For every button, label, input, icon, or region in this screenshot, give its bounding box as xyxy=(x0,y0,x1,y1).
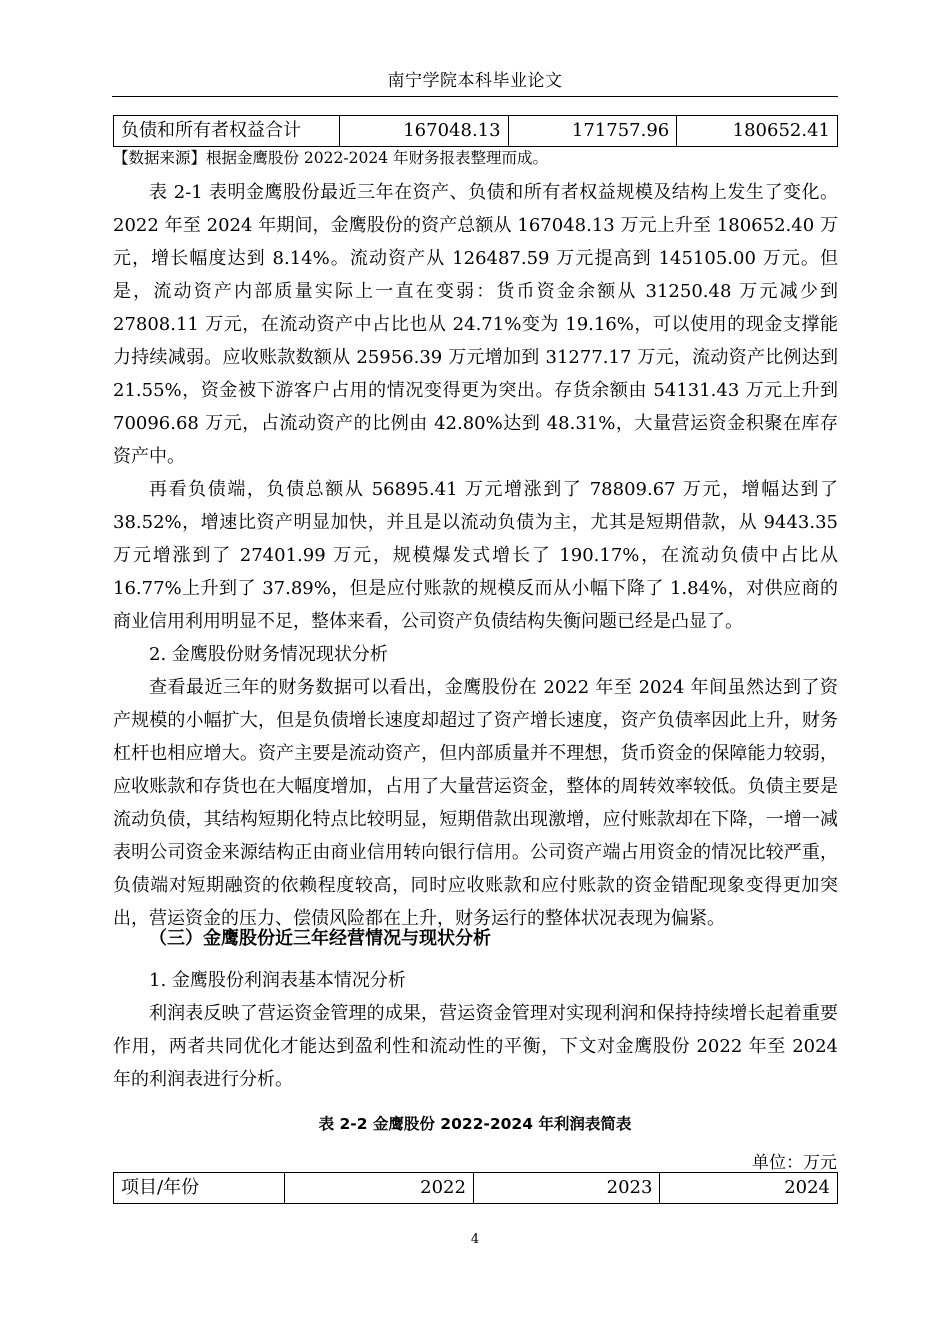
page-number: 4 xyxy=(470,1232,480,1247)
table-caption: 表 2-2 金鹰股份 2022-2024 年利润表简表 xyxy=(318,1115,632,1133)
value-2023: 171757.96 xyxy=(508,116,677,147)
paragraph: 查看最近三年的财务数据可以看出，金鹰股份在 2022 年至 2024 年间虽然达到了资产规模的小幅扩大，但是负债增长速度却超过了资产增长速度，资产负债率因此上升，财务杠杆也相应增大。资产主要是流动资产，但内部质量并不理想，货币资金的保障能力较弱，应收账款和存货也在大幅度增加，占用了大量营运资金，整体的周转效率较低。负债主要是流动负债，其结构短期化特点比较明显，短期借款出现激增，应付账款却在下降，一增一减表明公司资金来源结构正由商业信用转向银行信用。公司资产端占用资金的情况比较严重，负债端对短期融资的依赖程度较高，同时应收账款和应付账款的资金错配现象变得更加突出，营运资金的压力、偿债风险都在上升，财务运行的整体状况表现为偏紧。 xyxy=(113,677,838,929)
paragraph: 利润表反映了营运资金管理的成果，营运资金管理对实现利润和保持持续增长起着重要作用，两者共同优化才能达到盈利性和流动性的平衡，下文对金鹰股份 2022 年至 2024 年的利润表进行分析。 xyxy=(113,1003,838,1090)
section-heading: （三）金鹰股份近三年经营情况与现状分析 xyxy=(149,928,491,949)
table-row xyxy=(114,116,838,147)
value-2022: 167048.13 xyxy=(339,116,508,147)
table-unit: 单位：万元 xyxy=(752,1153,837,1173)
balance-sheet-table-tail xyxy=(113,115,838,147)
header-year-2024: 2024 xyxy=(660,1173,838,1204)
row-label: 负债和所有者权益合计 xyxy=(114,116,340,147)
data-source-note: 【数据来源】根据金鹰股份 2022-2024 年财务报表整理而成。 xyxy=(113,149,548,167)
subheading: 2. 金鹰股份财务情况现状分析 xyxy=(149,644,388,665)
paragraph: 表 2-1 表明金鹰股份最近三年在资产、负债和所有者权益规模及结构上发生了变化。2022 年至 2024 年期间，金鹰股份的资产总额从 167048.13 万元上升至 180652.40 万元，增长幅度达到 8.14%。流动资产从 126487.59 万元提高到 145105.00 万元。但是，流动资产内部质量实际上一直在变弱：货币资金余额从 31250.48 万元减少到 27808.11 万元，在流动资产中占比也从 24.71%变为 19.16%，可以使用的现金支撑能力持续减弱。应收账款数额从 25956.39 万元增加到 31277.17 万元，流动资产比例达到 21.55%，资金被下游客户占用的情况变得更为突出。存货余额由 54131.43 万元上升到 70096.68 万元，占流动资产的比例由 42.80%达到 48.31%，大量营运资金积聚在库存资产中。 xyxy=(113,182,838,467)
header-rule xyxy=(112,96,838,97)
paragraph: 再看负债端，负债总额从 56895.41 万元增涨到了 78809.67 万元，增幅达到了 38.52%，增速比资产明显加快，并且是以流动负债为主，尤其是短期借款，从 9443.35 万元增涨到了 27401.99 万元，规模爆发式增长了 190.17%，在流动负债中占比从 16.77%上升到了 37.89%，但是应付账款的规模反而从小幅下降了 1.84%，对供应商的商业信用利用明显不足，整体来看，公司资产负债结构失衡问题已经是凸显了。 xyxy=(113,479,838,632)
income-statement-table xyxy=(113,1172,838,1204)
header-label: 项目/年份 xyxy=(114,1173,285,1204)
running-header: 南宁学院本科毕业论文 xyxy=(387,71,563,91)
value-2024: 180652.41 xyxy=(677,116,838,147)
body-text-1 xyxy=(113,176,838,935)
subheading: 1. 金鹰股份利润表基本情况分析 xyxy=(149,970,406,991)
header-year-2023: 2023 xyxy=(473,1173,659,1204)
table-header-row xyxy=(114,1173,838,1204)
header-year-2022: 2022 xyxy=(285,1173,473,1204)
body-text-2 xyxy=(113,964,838,1096)
